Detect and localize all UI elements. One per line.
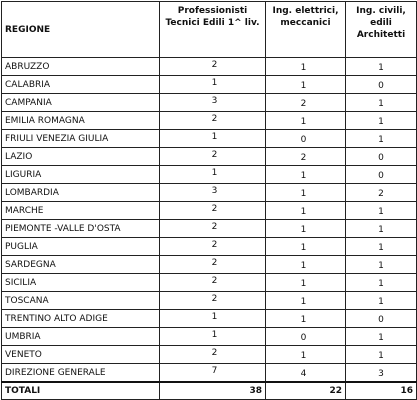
region-name: TOSCANA bbox=[2, 292, 160, 310]
value-ing-civili-value: 1 bbox=[378, 332, 384, 343]
value-ing-elettrici-value: 2 bbox=[300, 152, 307, 163]
value-ing-elettrici-value: 1 bbox=[300, 260, 307, 271]
region-name: LAZIO bbox=[2, 148, 160, 166]
value-ing-elettrici-value: 1 bbox=[300, 242, 307, 253]
header-professionisti: Professionisti Tecnici Edili 1^ liv. bbox=[160, 2, 266, 58]
region-name: MARCHE bbox=[2, 202, 160, 220]
value-ing-civili bbox=[346, 130, 417, 148]
value-ing-elettrici-value: 1 bbox=[300, 278, 307, 289]
region-name: LOMBARDIA bbox=[2, 184, 160, 202]
value-professionisti bbox=[160, 112, 266, 130]
value-ing-civili-value: 1 bbox=[378, 260, 384, 271]
header-ing-civili: Ing. civili, edili Architetti bbox=[346, 2, 417, 58]
region-name: PIEMONTE -VALLE D'OSTA bbox=[2, 220, 160, 238]
value-professionisti-value: 3 bbox=[211, 185, 218, 196]
value-ing-elettrici bbox=[266, 148, 346, 166]
value-professionisti bbox=[160, 328, 266, 346]
value-ing-elettrici-value: 1 bbox=[300, 296, 307, 307]
value-professionisti-value: 1 bbox=[211, 77, 218, 88]
region-name: UMBRIA bbox=[2, 328, 160, 346]
value-professionisti-value: 2 bbox=[211, 149, 218, 160]
table-row bbox=[2, 274, 417, 292]
value-ing-civili bbox=[346, 238, 417, 256]
value-ing-civili bbox=[346, 58, 417, 76]
value-professionisti-value: 2 bbox=[211, 221, 218, 232]
table-row bbox=[2, 94, 417, 112]
value-professionisti bbox=[160, 130, 266, 148]
value-ing-elettrici bbox=[266, 274, 346, 292]
value-ing-civili-value: 1 bbox=[378, 98, 384, 109]
region-name: DIREZIONE GENERALE bbox=[2, 364, 160, 383]
value-ing-elettrici-value: 1 bbox=[300, 314, 307, 325]
value-professionisti bbox=[160, 220, 266, 238]
value-ing-civili-value: 2 bbox=[378, 188, 384, 199]
value-ing-civili bbox=[346, 220, 417, 238]
value-professionisti-value: 2 bbox=[211, 293, 218, 304]
region-name: SICILIA bbox=[2, 274, 160, 292]
value-professionisti bbox=[160, 76, 266, 94]
value-ing-elettrici bbox=[266, 94, 346, 112]
value-ing-elettrici bbox=[266, 328, 346, 346]
value-professionisti bbox=[160, 58, 266, 76]
value-professionisti bbox=[160, 202, 266, 220]
value-ing-civili-value: 0 bbox=[378, 152, 384, 163]
table-row bbox=[2, 112, 417, 130]
region-name: VENETO bbox=[2, 346, 160, 364]
value-ing-civili bbox=[346, 292, 417, 310]
value-professionisti bbox=[160, 256, 266, 274]
value-ing-elettrici bbox=[266, 58, 346, 76]
value-professionisti bbox=[160, 310, 266, 328]
header-regione: REGIONE bbox=[2, 2, 160, 58]
value-professionisti bbox=[160, 364, 266, 383]
value-ing-civili-value: 0 bbox=[378, 80, 384, 91]
table-row bbox=[2, 328, 417, 346]
table-row bbox=[2, 238, 417, 256]
value-professionisti bbox=[160, 148, 266, 166]
value-ing-elettrici-value: 0 bbox=[300, 134, 307, 145]
value-professionisti-value: 3 bbox=[211, 95, 218, 106]
value-ing-elettrici bbox=[266, 184, 346, 202]
table-row bbox=[2, 76, 417, 94]
value-ing-civili-value: 1 bbox=[378, 278, 384, 289]
region-name: EMILIA ROMAGNA bbox=[2, 112, 160, 130]
region-name: PUGLIA bbox=[2, 238, 160, 256]
value-ing-elettrici bbox=[266, 76, 346, 94]
value-ing-elettrici-value: 1 bbox=[300, 350, 307, 361]
totals-label: TOTALI bbox=[2, 382, 160, 400]
header-ing-elettrici: Ing. elettrici, meccanici bbox=[266, 2, 346, 58]
value-professionisti-value: 2 bbox=[211, 275, 218, 286]
value-ing-elettrici-value: 1 bbox=[300, 188, 307, 199]
value-ing-elettrici bbox=[266, 202, 346, 220]
value-ing-elettrici bbox=[266, 256, 346, 274]
value-ing-civili bbox=[346, 184, 417, 202]
value-ing-civili-value: 3 bbox=[378, 368, 384, 379]
value-ing-civili bbox=[346, 328, 417, 346]
value-professionisti-value: 2 bbox=[211, 113, 218, 124]
table-row bbox=[2, 220, 417, 238]
value-ing-elettrici bbox=[266, 364, 346, 383]
value-ing-civili bbox=[346, 166, 417, 184]
totals-row bbox=[2, 382, 417, 400]
value-ing-civili-value: 1 bbox=[378, 350, 384, 361]
region-name: LIGURIA bbox=[2, 166, 160, 184]
value-ing-elettrici-value: 2 bbox=[300, 98, 307, 109]
total-ing-civili: 16 bbox=[346, 382, 417, 400]
header-row bbox=[2, 2, 417, 58]
region-name: ABRUZZO bbox=[2, 58, 160, 76]
table-row bbox=[2, 148, 417, 166]
value-professionisti-value: 1 bbox=[211, 311, 218, 322]
value-professionisti-value: 2 bbox=[211, 203, 218, 214]
value-ing-civili-value: 1 bbox=[378, 242, 384, 253]
value-professionisti-value: 1 bbox=[211, 131, 218, 142]
value-ing-elettrici-value: 1 bbox=[300, 170, 307, 181]
value-ing-civili bbox=[346, 112, 417, 130]
value-ing-elettrici bbox=[266, 130, 346, 148]
value-professionisti-value: 2 bbox=[211, 347, 218, 358]
value-ing-elettrici-value: 1 bbox=[300, 62, 307, 73]
table-row bbox=[2, 346, 417, 364]
region-name: TRENTINO ALTO ADIGE bbox=[2, 310, 160, 328]
region-name: CAMPANIA bbox=[2, 94, 160, 112]
table-row bbox=[2, 256, 417, 274]
value-ing-elettrici bbox=[266, 166, 346, 184]
value-ing-civili bbox=[346, 148, 417, 166]
value-ing-elettrici bbox=[266, 292, 346, 310]
value-ing-civili bbox=[346, 346, 417, 364]
value-professionisti bbox=[160, 238, 266, 256]
region-name: CALABRIA bbox=[2, 76, 160, 94]
value-professionisti-value: 2 bbox=[211, 239, 218, 250]
value-professionisti bbox=[160, 292, 266, 310]
value-professionisti-value: 1 bbox=[211, 329, 218, 340]
value-ing-elettrici-value: 1 bbox=[300, 206, 307, 217]
value-professionisti-value: 2 bbox=[211, 59, 218, 70]
value-ing-civili-value: 1 bbox=[378, 116, 384, 127]
total-professionisti: 38 bbox=[160, 382, 266, 400]
value-professionisti bbox=[160, 274, 266, 292]
value-ing-elettrici-value: 1 bbox=[300, 80, 307, 91]
value-ing-civili bbox=[346, 202, 417, 220]
table-row bbox=[2, 130, 417, 148]
value-professionisti bbox=[160, 94, 266, 112]
region-name: SARDEGNA bbox=[2, 256, 160, 274]
table-row bbox=[2, 202, 417, 220]
value-ing-elettrici bbox=[266, 310, 346, 328]
value-ing-elettrici-value: 1 bbox=[300, 224, 307, 235]
region-name: FRIULI VENEZIA GIULIA bbox=[2, 130, 160, 148]
table-row bbox=[2, 166, 417, 184]
value-ing-civili bbox=[346, 310, 417, 328]
table-row bbox=[2, 292, 417, 310]
value-professionisti-value: 2 bbox=[211, 257, 218, 268]
value-ing-elettrici-value: 1 bbox=[300, 116, 307, 127]
value-ing-civili-value: 0 bbox=[378, 170, 384, 181]
table-row bbox=[2, 184, 417, 202]
value-ing-civili bbox=[346, 256, 417, 274]
value-ing-civili bbox=[346, 94, 417, 112]
value-professionisti bbox=[160, 166, 266, 184]
value-ing-elettrici-value: 4 bbox=[300, 368, 307, 379]
value-professionisti-value: 7 bbox=[211, 365, 218, 376]
regional-table bbox=[1, 1, 417, 400]
value-ing-elettrici bbox=[266, 112, 346, 130]
value-ing-civili-value: 1 bbox=[378, 134, 384, 145]
value-ing-civili-value: 1 bbox=[378, 206, 384, 217]
value-ing-civili bbox=[346, 76, 417, 94]
value-ing-elettrici bbox=[266, 346, 346, 364]
value-ing-civili bbox=[346, 274, 417, 292]
value-ing-civili-value: 0 bbox=[378, 314, 384, 325]
value-ing-civili-value: 1 bbox=[378, 224, 384, 235]
table-body bbox=[2, 58, 417, 383]
table-row bbox=[2, 364, 417, 383]
value-ing-civili-value: 1 bbox=[378, 296, 384, 307]
table-row bbox=[2, 58, 417, 76]
value-ing-elettrici-value: 0 bbox=[300, 332, 307, 343]
total-ing-elettrici: 22 bbox=[266, 382, 346, 400]
value-ing-elettrici bbox=[266, 220, 346, 238]
value-ing-civili-value: 1 bbox=[378, 62, 384, 73]
value-professionisti bbox=[160, 346, 266, 364]
value-ing-elettrici bbox=[266, 238, 346, 256]
value-professionisti bbox=[160, 184, 266, 202]
table-row bbox=[2, 310, 417, 328]
value-ing-civili bbox=[346, 364, 417, 383]
value-professionisti-value: 1 bbox=[211, 167, 218, 178]
